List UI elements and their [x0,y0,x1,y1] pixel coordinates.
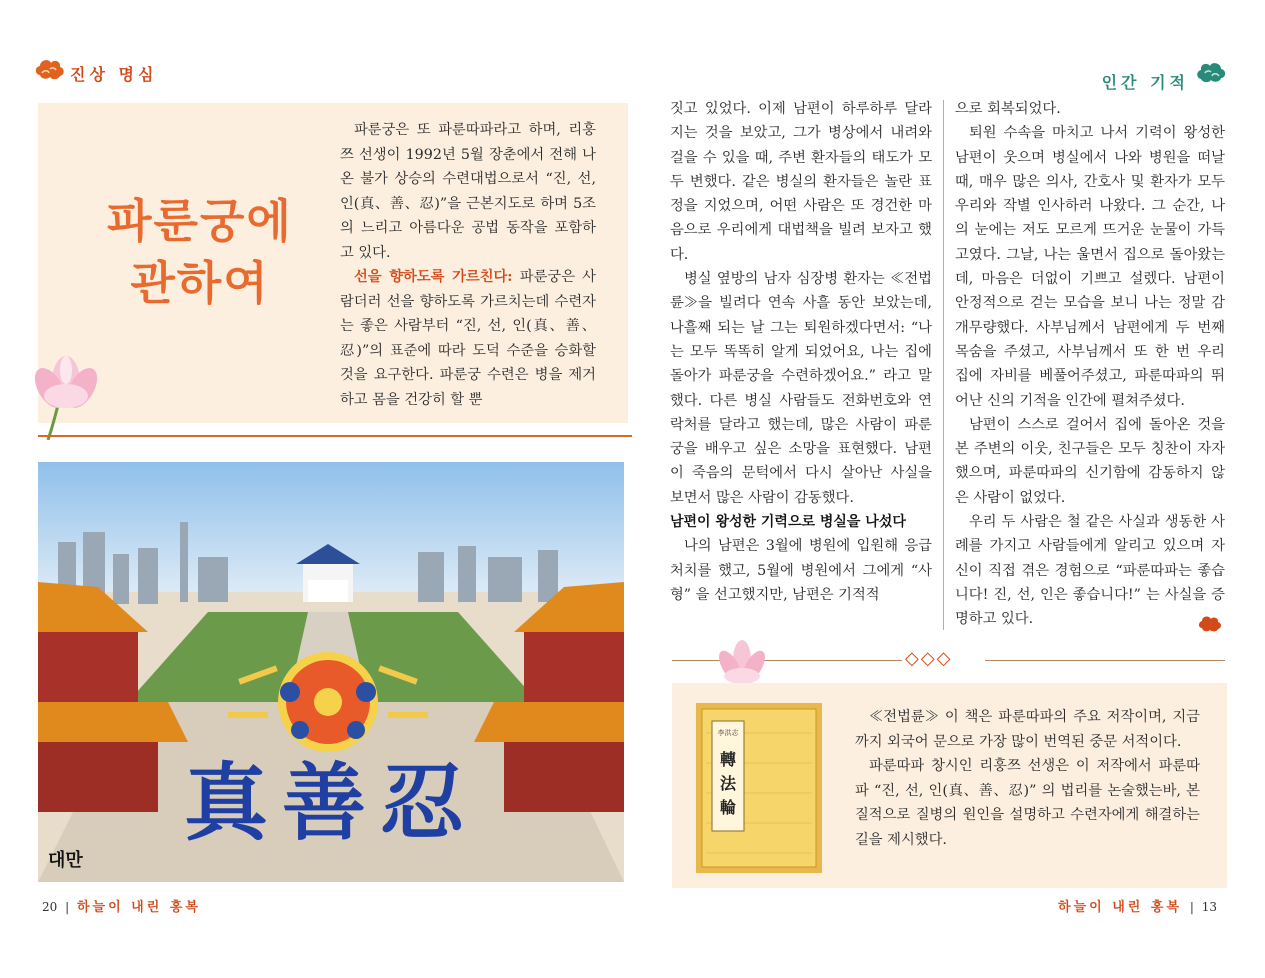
article-paragraph: 짓고 있었다. 이제 남편이 하루하루 달라지는 것을 보았고, 그가 병상에서 내려와 걸을 수 있을 때, 주변 환자들의 태도가 모두 변했다. 같은 병실의 환자들은 놀란 표정을 지었으며, 어떤 사람은 또 경건한 마음으로 우리에게 대법책을 빌려 보자고 했다. [670,101,932,263]
article-paragraph: 으로 회복되었다. [955,101,1061,117]
divider-line [38,435,632,437]
article-paragraph: 퇴원 수속을 마치고 나서 기력이 왕성한 남편이 웃으며 병실에서 나와 병원을 떠날 때, 매우 많은 의사, 간호사 및 환자가 모두 우리와 작별 인사하러 나왔다. 그 순간, 나의 눈에는 저도 모르게 뜨거운 눈물이 가득 고였다. 그날, 나는 울면서 집으로 돌아왔는데, 마음은 더없이 기쁘고 설렜다. 남편이 안정적으로 걷는 모습을 보니 나는 정말 감개무량했다. 사부님께서 남편에게 두 번째 목숨을 주셨고, 사부님께서 또 한 번 우리 집에 자비를 베풀어주셨고, 파룬따파의 뛰어난 신의 기적을 인간에 펼쳐주셨다. [955,125,1225,409]
intro-text [340,118,596,412]
cloud-ornament-icon [32,55,68,89]
title-line-1: 파룬궁에 [107,194,293,248]
page-number: 13 [1201,900,1217,914]
article-subheading: 남편이 왕성한 기력으로 병실을 나섰다 [670,514,906,531]
article-paragraph: 남편이 스스로 걸어서 집에 돌아온 것을 본 주변의 이웃, 친구들은 모두 칭찬이 자자했으며, 파룬따파의 신기함에 감동하지 않은 사람이 없었다. [955,416,1225,506]
book-cover-image [696,703,822,873]
intro-title [90,190,310,314]
diamond-ornament: ◇◇◇ [905,648,953,669]
cloud-ornament-icon [1193,58,1229,92]
book-cover-title-char: 輪 [719,798,737,817]
article-paragraph: 나의 남편은 3월에 병원에 입원해 응급처치를 했고, 5월에 병원에서 그에게 “사형” 을 선고했지만, 남편은 기적적 [670,538,932,603]
article-column-2 [670,97,932,607]
footer-right: 하늘이 내린 홍복 | 13 [1058,900,1217,915]
highlight-heading: 선을 향하도록 가르친다: [354,269,513,285]
book-cover-title-char: 轉 [719,750,737,769]
book-description [855,705,1200,852]
photo-taiwan-gathering [38,462,624,882]
intro-paragraph: 파룬궁은 또 파룬따파라고 하며, 리훙쯔 선생이 1992년 5월 장춘에서 전해 나온 불가 상승의 수련대법으로서 “진, 선, 인(真、善、忍)”을 근본지도로 하며 5조의 느리고 아름다운 공법 동작을 포함하고 있다. [340,122,596,261]
magazine-title: 하늘이 내린 홍복 [76,900,201,915]
intro-paragraph [340,265,596,412]
article-paragraph: 병실 옆방의 남자 심장병 환자는 ≪전법륜≫을 빌려다 연속 사흘 동안 보았는데, 나흘째 되는 날 그는 퇴원하겠다면서: “나는 모두 똑똑히 알게 되었어요, 나는 집에 돌아가 파룬궁을 수련하겠어요.” 라고 말했다. 다른 병실 사람들도 전화번호와 연락처를 달라고 했는데, 많은 사람이 파룬궁을 배우고 싶은 소망을 표현했다. 남편이 죽음의 문턱에서 다시 살아난 사실을 보면서 많은 사람이 감동했다. [670,271,932,506]
photo-caption: 대만 [48,850,83,871]
divider-line [985,660,1225,661]
section-label-left: 진상 명심 [70,65,158,84]
article-paragraph: 우리 두 사람은 철 같은 사실과 생동한 사례를 가지고 사람들에게 알리고 있으며 자신이 직접 겪은 경험으로 “파룬따파는 좋습니다! 진, 선, 인은 좋습니다!” 는 사실을 증명하고 있다. [955,514,1225,628]
book-paragraph: ≪전법륜≫ 이 책은 파룬따파의 주요 저작이며, 지금까지 외국어 문으로 가장 많이 번역된 중문 서적이다. [855,709,1200,750]
book-cover-author: 李洪志 [717,729,739,737]
ground-characters: 真善忍 [183,753,479,852]
page-number: 20 [42,900,58,914]
end-mark-icon [1198,614,1222,636]
book-cover-title-char: 法 [719,774,737,793]
footer-left: 20 | 하늘이 내린 홍복 [42,900,201,915]
section-label-right: 인간 기적 [1101,73,1189,92]
article-column-3 [955,97,1225,632]
divider-line [672,660,902,661]
title-line-2: 관하여 [130,256,270,310]
photo-illustration [38,462,624,882]
column-divider [943,100,944,630]
lotus-flower-icon [28,310,106,440]
book-paragraph: 파룬따파 창시인 리훙쯔 선생은 이 저작에서 파룬따파 “진, 선, 인(真、善、忍)” 의 법리를 논술했는바, 본질적으로 질병의 원인을 설명하고 수련자에게 해결하는 길을 제시했다. [855,758,1200,848]
intro-paragraph-body: 파룬궁은 사람더러 선을 향하도록 가르치는데 수련자는 좋은 사람부터 “진, 선, 인(真、善、忍)”의 표준에 따라 도덕 수준을 승화할 것을 요구한다. 파룬궁 수련은 병을 제거하고 몸을 건강히 할 뿐 [340,269,596,408]
magazine-title: 하늘이 내린 홍복 [1058,900,1183,915]
